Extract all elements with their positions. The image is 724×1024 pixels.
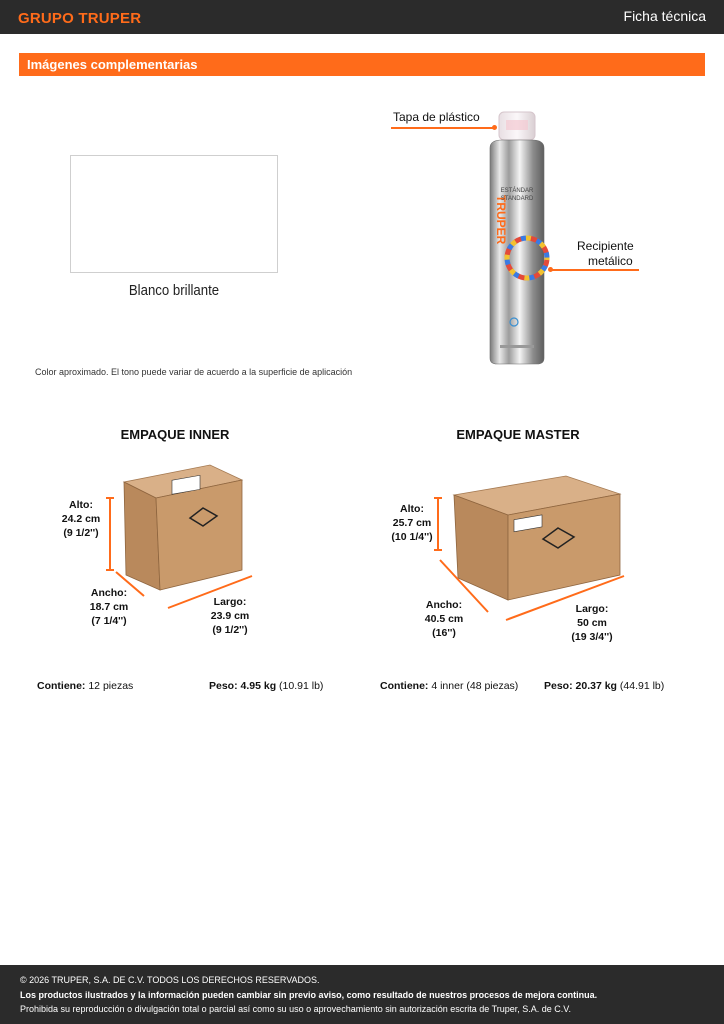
section-title: Imágenes complementarias [27,57,198,72]
inner-box-side [156,480,242,590]
inner-width: Ancho: 18.7 cm (7 1/4'') [89,587,129,627]
master-height: Alto: 25.7 cm (10 1/4'') [391,503,433,543]
document-type: Ficha técnica [623,8,706,24]
inner-height: Alto: 24.2 cm (9 1/2'') [61,499,101,539]
can-body [490,140,544,364]
body-label-line-1: Recipiente [577,239,634,253]
can-brand-text: TRUPER [494,195,508,245]
color-name: Blanco brillante [128,282,220,299]
cap-leader-line [391,127,494,129]
can-product-line-1: ESTÁNDAR [500,188,534,194]
master-weight: Peso: 20.37 kg (44.91 lb) [544,680,665,692]
cap-leader-dot [492,125,497,130]
inner-title: EMPAQUE INNER [120,427,230,442]
top-bar [0,0,724,34]
footer-copyright: © 2026 TRUPER, S.A. DE C.V. TODOS LOS DERECHOS RESERVADOS. [20,975,320,985]
cap-label: Tapa de plástico [393,110,480,124]
footer-prohibition: Prohibida su reproducción o divulgación total o parcial así como su uso o aprovechamiento sin autorización escrita de Truper, S.A. de C.V. [20,1004,571,1014]
footer-notice: Los productos ilustrados y la información pueden cambiar sin previo aviso, como resultado de nuestros procesos de mejora continua. [20,990,598,1000]
master-title: EMPAQUE MASTER [456,427,580,442]
can-product-line-2: STANDARD [500,196,534,202]
section-header [19,53,705,76]
color-swatch [70,155,278,273]
inner-length: Largo: 23.9 cm (9 1/2'') [210,596,250,636]
body-leader-dot [548,267,553,272]
brand-logo: GRUPO TRUPER [18,10,142,27]
footer [0,965,724,1024]
inner-contents: Contiene: 12 piezas [37,680,134,692]
inner-weight: Peso: 4.95 kg (10.91 lb) [209,680,324,692]
master-contents: Contiene: 4 inner (48 piezas) [380,680,519,692]
spray-can-image [482,110,552,368]
body-label-line-2: metálico [588,254,633,268]
color-disclaimer: Color aproximado. El tono puede variar de acuerdo a la superficie de aplicación [35,367,353,377]
inner-box-front [124,482,160,590]
body-leader-line [551,269,639,271]
master-width: Ancho: 40.5 cm (16'') [424,599,464,639]
master-length: Largo: 50 cm (19 3/4'') [571,603,613,643]
